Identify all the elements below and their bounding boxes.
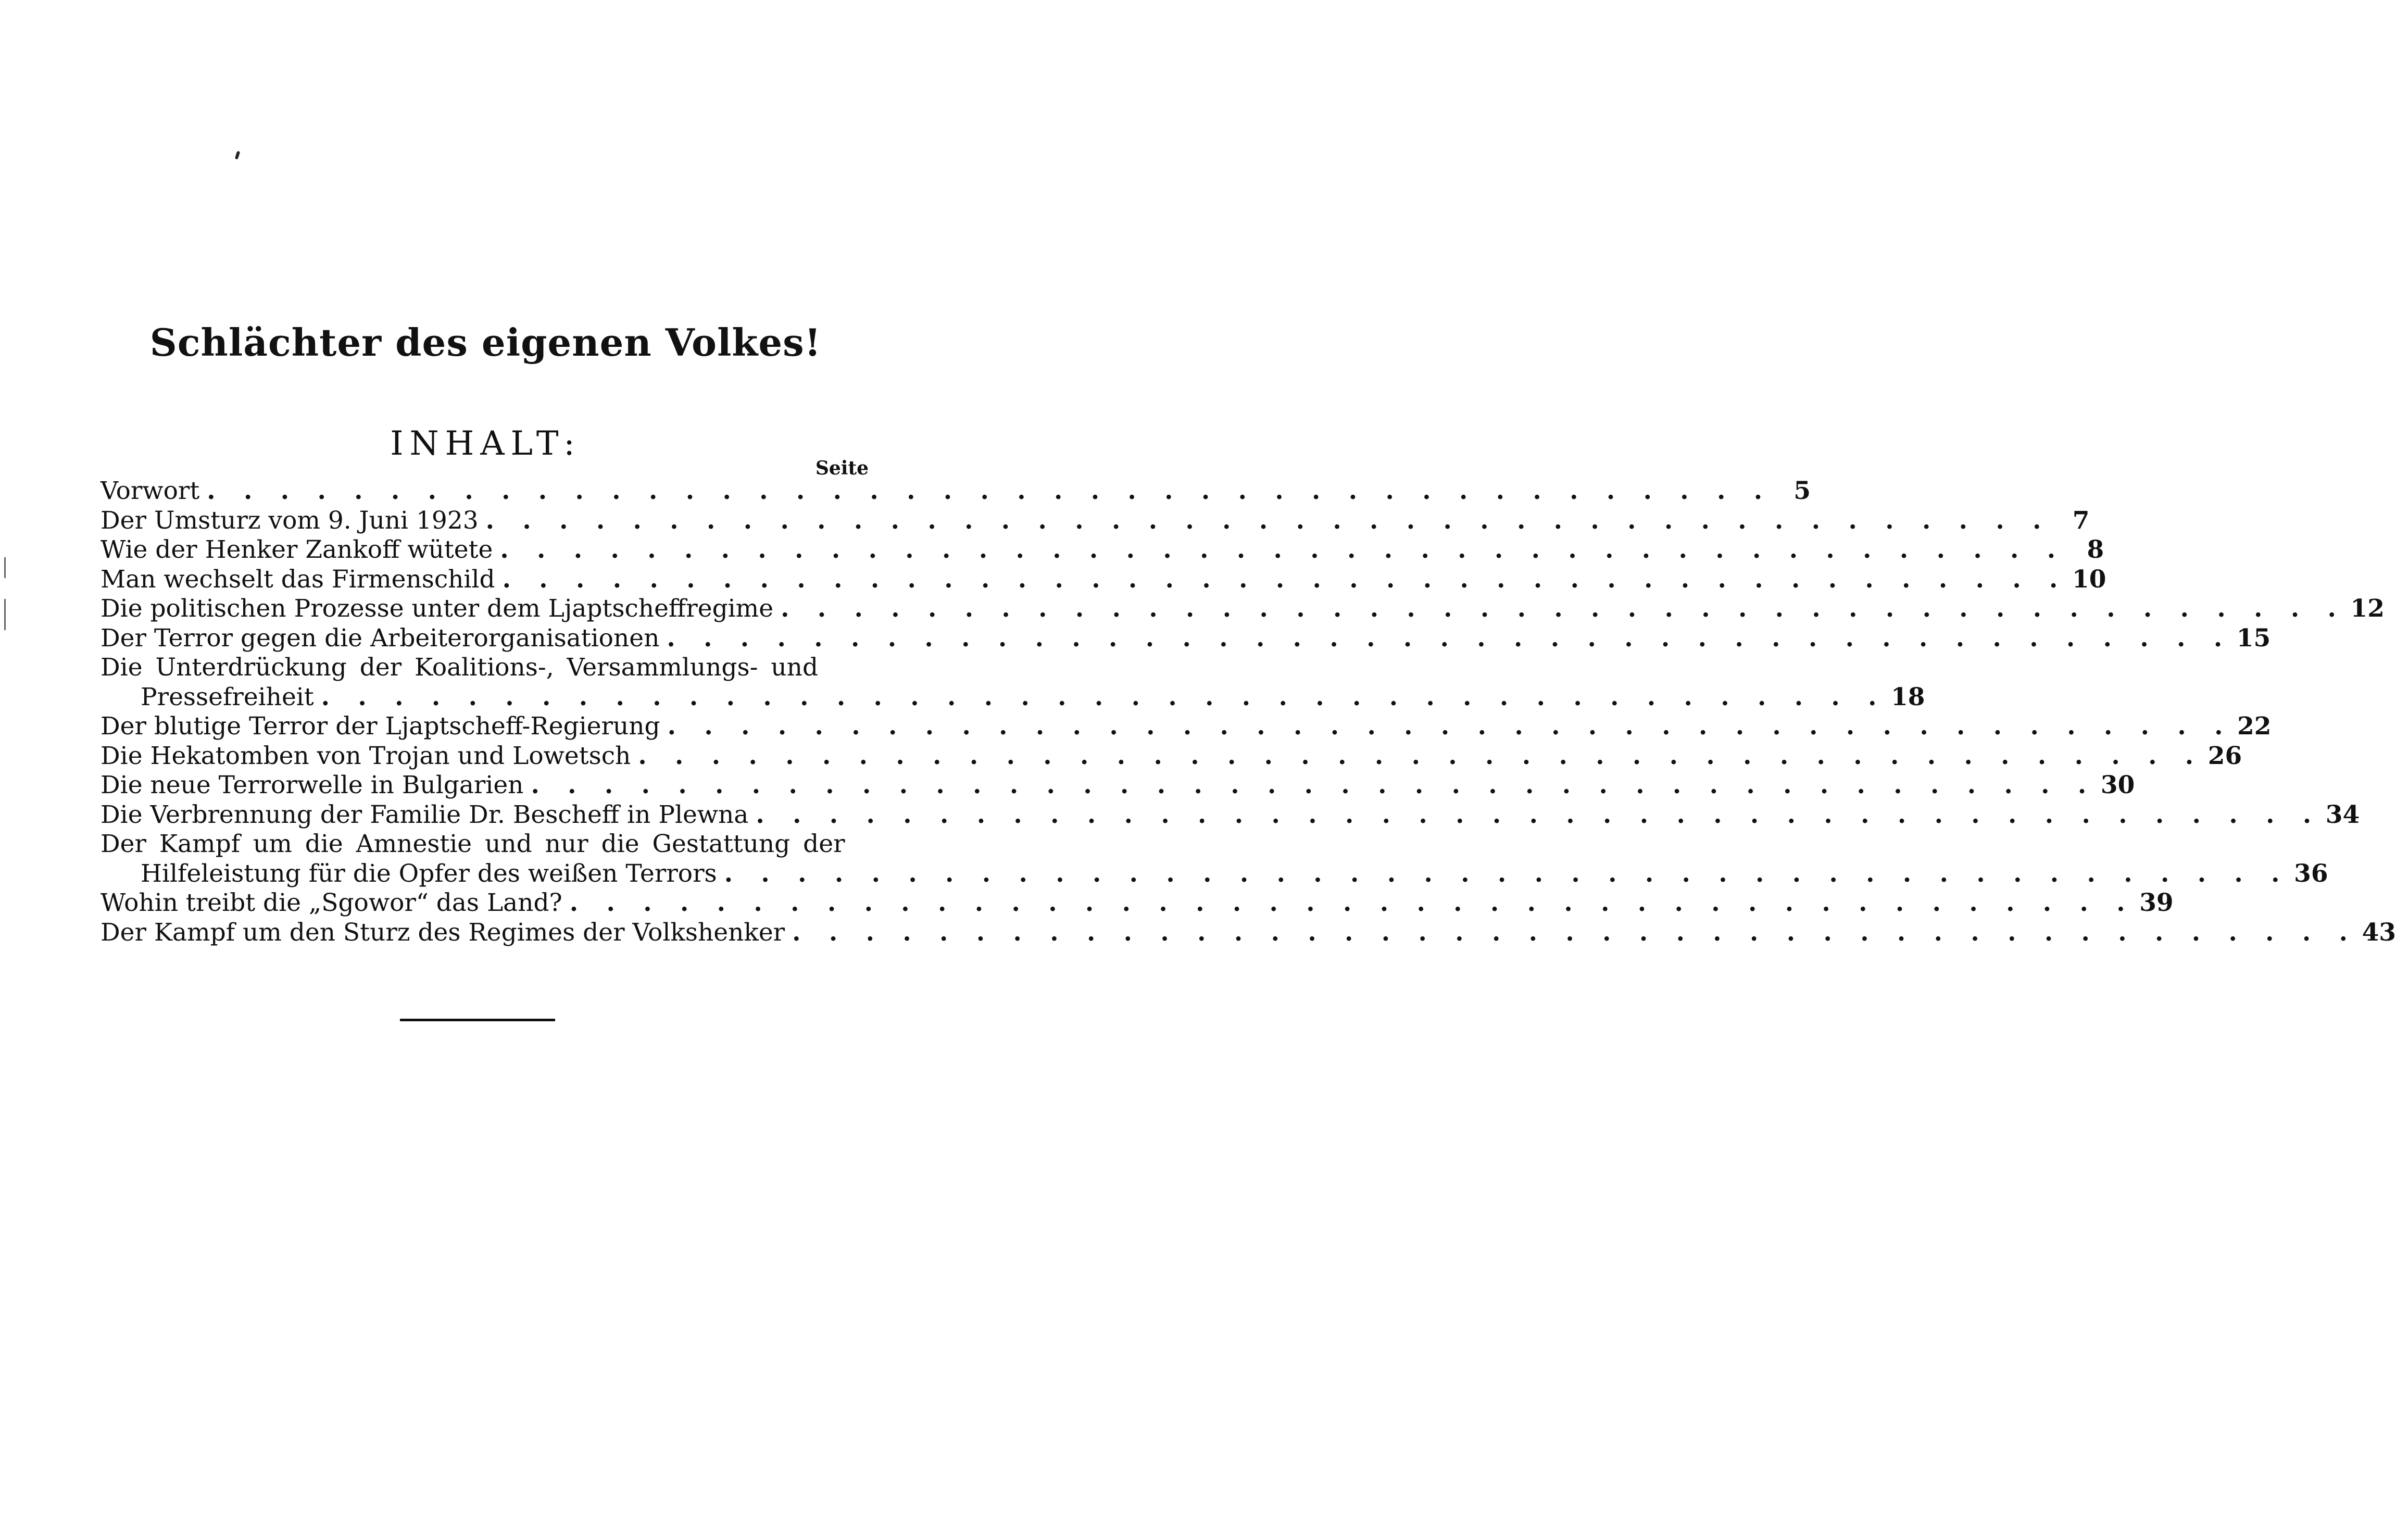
toc-entry-title: Wohin treibt die „Sgowor“ das Land?	[101, 888, 562, 917]
toc-entry-page: 18	[1891, 682, 1925, 711]
page-column-label: Seite	[815, 457, 869, 479]
dot-leader: . . . . . . . . . . . . . . . . . . . . . . . . . . . . . . . . . . . . . . . . . . .	[500, 535, 2066, 564]
toc-entry	[101, 477, 1811, 506]
toc-entry-page: 30	[2100, 771, 2135, 799]
toc-entry-page: 34	[2325, 800, 2360, 829]
toc-entry-title: Der Terror gegen die Arbeiterorganisationen	[101, 623, 660, 653]
dot-leader: . . . . . . . . . . . . . . . . . . . . . . . . . . . . . . . . . . . . . . . . . . .	[569, 888, 2135, 917]
toc-entry	[101, 712, 2272, 742]
toc-entry	[101, 682, 1925, 712]
toc-entry-title: Wie der Henker Zankoff wütete	[101, 535, 493, 564]
dot-leader: . . . . . . . . . . . . . . . . . . . . . . . . . . . . . . . . . . . . . . . . . . .	[321, 682, 1887, 711]
toc-entry-page: 8	[2087, 535, 2104, 564]
toc-entry-page: 12	[2350, 594, 2385, 623]
toc-entry-title-line2: Hilfeleistung für die Opfer des weißen Terrors	[141, 859, 717, 888]
toc-entry-title: Vorwort	[101, 477, 200, 505]
dot-leader: . . . . . . . . . . . . . . . . . . . . . . . . . . . . . . . . . . . . . . . . . . .	[667, 712, 2233, 741]
toc-entry-page: 15	[2236, 623, 2271, 653]
dot-leader: . . . . . . . . . . . . . . . . . . . . . . . . . . . . . . . . . . . . . . . . . . .	[638, 741, 2204, 770]
toc-entry-page: 5	[1793, 477, 1811, 505]
toc-entry	[101, 623, 2271, 654]
toc-entry-page: 22	[2237, 712, 2272, 741]
toc-entry-title: Der Umsturz vom 9. Juni 1923	[101, 506, 479, 535]
toc-entry-title: Man wechselt das Firmenschild	[101, 565, 495, 594]
margin-mark	[4, 557, 6, 578]
toc-entry-title: Der Kampf um den Sturz des Regimes der Volkshenker	[101, 918, 785, 947]
toc-entry-title: Der blutige Terror der Ljaptscheff-Regierung	[101, 712, 660, 741]
toc-entry-title-line2: Pressefreiheit	[141, 682, 314, 711]
toc-entry-title-line1: Die Unterdrückung der Koalitions-, Versammlungs- und	[101, 653, 819, 682]
toc-entry	[101, 594, 2385, 624]
toc-entry	[101, 535, 2104, 565]
margin-mark	[4, 599, 6, 630]
toc-entry-title: Die Verbrennung der Familie Dr. Bescheff in Plewna	[101, 800, 749, 829]
dot-leader: . . . . . . . . . . . . . . . . . . . . . . . . . . . . . . . . . . . . . . . . . . .	[792, 918, 2357, 947]
toc-entry-page: 39	[2139, 888, 2174, 917]
toc-entry	[101, 771, 2135, 800]
toc-entry-title: Die Hekatomben von Trojan und Lowetsch	[101, 741, 631, 770]
horizontal-rule	[400, 1019, 555, 1021]
toc-entry-page: 43	[2362, 918, 2396, 947]
toc-entry-page: 36	[2294, 859, 2328, 888]
dot-leader: . . . . . . . . . . . . . . . . . . . . . . . . . . . . . . . . . . . . . . . . . . .	[667, 623, 2232, 653]
toc-entry-title-line1: Der Kampf um die Amnestie und nur die Gestattung der	[101, 830, 845, 858]
toc-entry	[101, 800, 2360, 830]
toc-entry	[101, 506, 2090, 536]
dot-leader: . . . . . . . . . . . . . . . . . . . . . . . . . . . . . . . . . . . . . . . . . . .	[207, 477, 1773, 505]
toc-entry-page: 26	[2207, 741, 2242, 770]
dot-leader: . . . . . . . . . . . . . . . . . . . . . . . . . . . . . . . . . . . . . . . . . . .	[531, 771, 2097, 799]
dot-leader: . . . . . . . . . . . . . . . . . . . . . . . . . . . . . . . . . . . . . . . . . . .	[781, 594, 2346, 623]
ink-speck	[235, 151, 241, 159]
dot-leader: . . . . . . . . . . . . . . . . . . . . . . . . . . . . . . . . . . . . . . . . . . .	[502, 565, 2068, 594]
page-title: Schlächter des eigenen Volkes!	[149, 320, 822, 365]
dot-leader: . . . . . . . . . . . . . . . . . . . . . . . . . . . . . . . . . . . . . . . . . . .	[724, 859, 2290, 888]
dot-leader: . . . . . . . . . . . . . . . . . . . . . . . . . . . . . . . . . . . . . . . . . . .	[756, 800, 2322, 829]
toc-entry-page: 10	[2072, 565, 2106, 594]
toc-entry	[101, 859, 2328, 889]
toc-entry	[101, 918, 2396, 948]
toc-heading: INHALT:	[390, 424, 581, 463]
toc-entry-title: Die politischen Prozesse unter dem Ljaptscheffregime	[101, 594, 774, 623]
table-of-contents	[101, 477, 2396, 947]
toc-entry	[101, 888, 2174, 918]
toc-entry-title: Die neue Terrorwelle in Bulgarien	[101, 771, 524, 799]
toc-entry	[101, 565, 2106, 595]
toc-entry-page: 7	[2072, 506, 2090, 535]
dot-leader: . . . . . . . . . . . . . . . . . . . . . . . . . . . . . . . . . . . . . . . . . . .	[485, 506, 2051, 535]
toc-entry	[101, 741, 2242, 771]
